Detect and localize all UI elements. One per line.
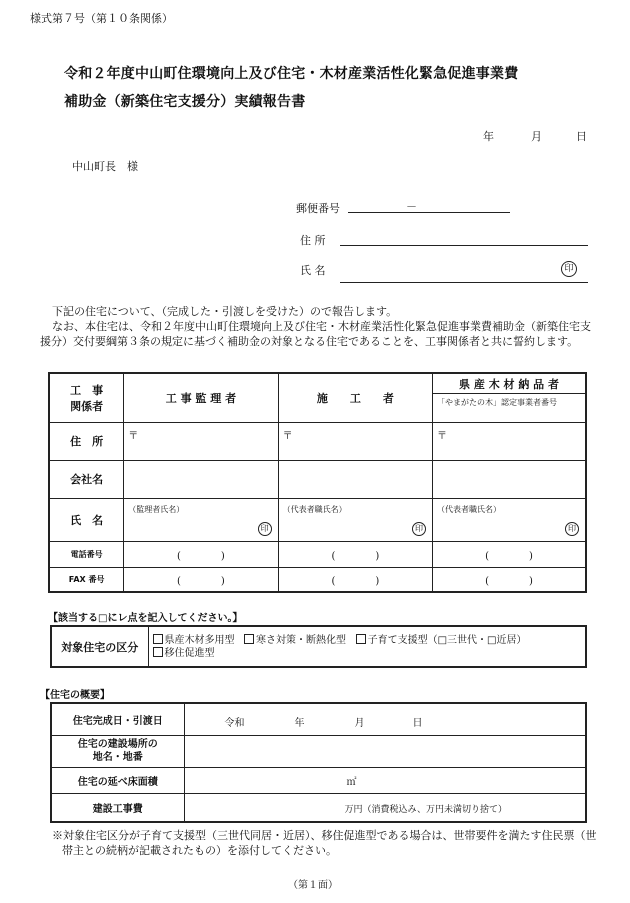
check-instruction: 【該当する□にレ点を記入してください。】 bbox=[48, 613, 243, 624]
row-phone-label: 電話番号 bbox=[49, 541, 124, 567]
construction-cost-cell[interactable] bbox=[184, 794, 586, 822]
row-fax-label: FAX 番号 bbox=[49, 567, 124, 592]
date-year: 年 bbox=[483, 130, 494, 143]
location-label: 住宅の建設場所の 地名・地番 bbox=[51, 735, 184, 767]
supplier-fax-cell[interactable]: ( ) bbox=[433, 567, 586, 592]
supplier-phone-cell[interactable]: ( ) bbox=[433, 541, 586, 567]
option-checkbox[interactable]: 寒さ対策・断熱化型 bbox=[244, 635, 346, 646]
supervisor-phone-cell[interactable]: ( ) bbox=[124, 541, 278, 567]
row-company-label: 会社名 bbox=[49, 460, 124, 498]
body-paragraph-2: なお、本住宅は、令和２年度中山町住環境向上及び住宅・木材産業活性化緊急促進事業費補助金（新築住宅支援分）交付要綱第３条の規定に基づく補助金の対象となる住宅であることを、工事関係者と共に誓約します。 bbox=[40, 320, 591, 348]
supplier-cert-note: 「やまがたの木」認定事業者番号 bbox=[437, 398, 558, 408]
supervisor-company-cell[interactable] bbox=[124, 460, 278, 498]
floor-area-unit: ㎡ bbox=[346, 777, 357, 789]
completion-date-month: 月 bbox=[354, 718, 365, 729]
supervisor-name-cell[interactable]: （監理者氏名） 印 bbox=[124, 498, 278, 541]
completion-date-cell[interactable] bbox=[184, 703, 586, 735]
builder-phone-cell[interactable]: ( ) bbox=[278, 541, 432, 567]
overview-heading: 【住宅の概要】 bbox=[40, 690, 110, 701]
address-label: 住 所 bbox=[300, 234, 326, 247]
builder-address-cell[interactable]: 〒 bbox=[278, 422, 432, 460]
overview-table bbox=[50, 702, 587, 823]
location-cell[interactable] bbox=[184, 735, 586, 767]
completion-date-year: 年 bbox=[294, 718, 305, 729]
seal-mark: 印 bbox=[565, 522, 579, 536]
builder-fax-cell[interactable]: ( ) bbox=[278, 567, 432, 592]
builder-name-cell[interactable]: （代表者職氏名） 印 bbox=[278, 498, 432, 541]
seal-mark: 印 bbox=[258, 522, 272, 536]
supplier-company-cell[interactable] bbox=[433, 460, 586, 498]
supplier-address-cell[interactable]: 〒 bbox=[433, 422, 586, 460]
corner-header: 工 事 関係者 bbox=[49, 373, 124, 422]
floor-area-cell[interactable] bbox=[184, 768, 586, 794]
footnote: ※対象住宅区分が子育て支援型（三世代同居・近居）、移住促進型である場合は、世帯要件を満たす住民票（世帯主との続柄が記載されたもの）を添付してください。 bbox=[52, 829, 597, 857]
postal-dash: － bbox=[406, 200, 417, 213]
date-day: 日 bbox=[576, 130, 587, 143]
col-builder-header: 施 工 者 bbox=[278, 373, 432, 422]
title-line-2: 補助金（新築住宅支援分）実績報告書 bbox=[64, 94, 306, 110]
completion-date-era: 令和 bbox=[224, 718, 245, 729]
seal-mark: 印 bbox=[412, 522, 426, 536]
postal-input-line[interactable] bbox=[348, 212, 510, 213]
floor-area-label: 住宅の延べ床面積 bbox=[51, 768, 184, 794]
title-line-1: 令和２年度中山町住環境向上及び住宅・木材産業活性化緊急促進事業費 bbox=[64, 66, 519, 82]
supervisor-fax-cell[interactable]: ( ) bbox=[124, 567, 278, 592]
completion-date-day: 日 bbox=[412, 718, 423, 729]
target-house-label: 対象住宅の区分 bbox=[51, 626, 148, 667]
completion-date-label: 住宅完成日・引渡日 bbox=[51, 703, 184, 735]
date-month: 月 bbox=[531, 130, 542, 143]
option-checkbox[interactable]: 県産木材多用型 bbox=[153, 635, 235, 646]
col-supervisor-header: 工 事 監 理 者 bbox=[124, 373, 278, 422]
form-number: 様式第７号（第１０条関係） bbox=[30, 12, 173, 25]
builder-company-cell[interactable] bbox=[278, 460, 432, 498]
address-input-line[interactable] bbox=[340, 245, 588, 246]
postal-label: 郵便番号 bbox=[296, 202, 340, 215]
parties-table bbox=[48, 372, 587, 593]
construction-cost-label: 建設工事費 bbox=[51, 794, 184, 822]
body-paragraph-1: 下記の住宅について、（完成した・引渡しを受けた）ので報告します。 bbox=[52, 305, 398, 318]
page-label: （第１面） bbox=[288, 880, 338, 891]
name-input-line[interactable] bbox=[340, 282, 588, 283]
row-address-label: 住 所 bbox=[49, 422, 124, 460]
seal-mark: 印 bbox=[561, 261, 577, 277]
option-checkbox[interactable]: 移住促進型 bbox=[153, 648, 215, 659]
supplier-name-cell[interactable]: （代表者職氏名） 印 bbox=[433, 498, 586, 541]
target-house-table bbox=[50, 625, 587, 668]
supervisor-address-cell[interactable]: 〒 bbox=[124, 422, 278, 460]
option-checkbox[interactable]: 子育て支援型（□三世代・□近居） bbox=[356, 635, 527, 646]
addressee: 中山町長 様 bbox=[72, 160, 138, 173]
col-supplier-header: 県 産 木 材 納 品 者 「やまがたの木」認定事業者番号 bbox=[433, 373, 586, 422]
construction-cost-unit: 万円（消費税込み、万円未満切り捨て） bbox=[344, 805, 508, 816]
row-name-label: 氏 名 bbox=[49, 498, 124, 541]
name-label: 氏 名 bbox=[300, 264, 326, 277]
